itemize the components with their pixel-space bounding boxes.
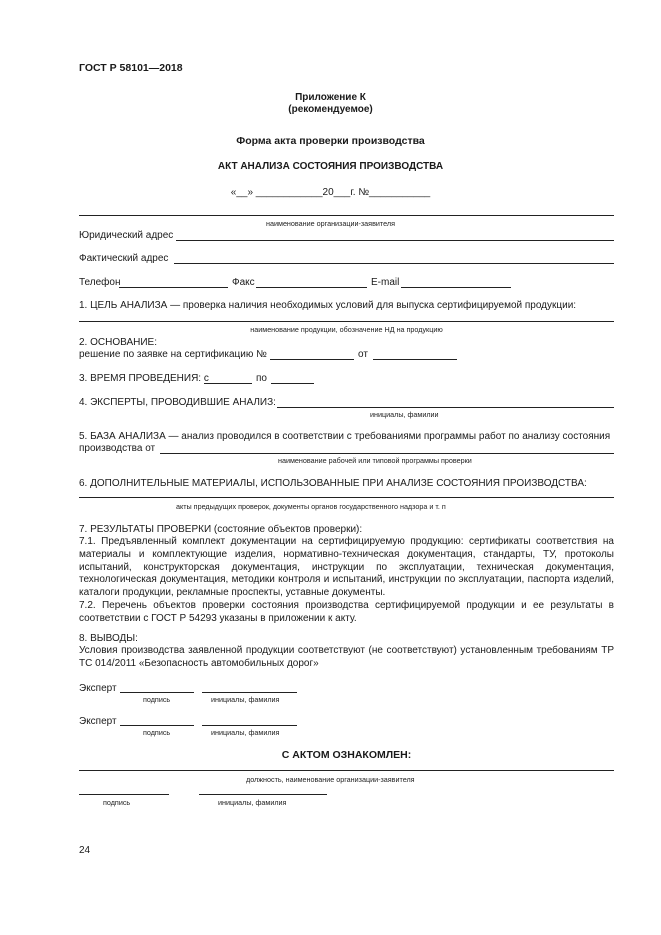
decision-date-line (373, 359, 457, 360)
time-to-label: по (256, 373, 267, 384)
fax-line (256, 287, 367, 288)
fax-label: Факс (232, 277, 255, 288)
expert-2-label: Эксперт (79, 716, 117, 727)
caption-program: наименование рабочей или типовой программы проверки (278, 456, 472, 465)
expert-1-name-line (202, 692, 297, 693)
position-line (79, 770, 614, 771)
appendix-subtitle: (рекомендуемое) (288, 104, 373, 115)
expert-1-signature-line (120, 692, 194, 693)
decision-number-line (270, 359, 354, 360)
section-5-base-line2: производства от (79, 443, 156, 454)
product-line (79, 321, 614, 322)
legal-address-label: Юридический адрес (79, 230, 174, 241)
phone-label: Телефон (79, 277, 121, 288)
org-name-line (79, 215, 614, 216)
section-6-materials: 6. ДОПОЛНИТЕЛЬНЫЕ МАТЕРИАЛЫ, ИСПОЛЬЗОВАННЫЕ ПРИ АНАЛИЗЕ СОСТОЯНИЯ ПРОИЗВОДСТВА: (79, 478, 587, 489)
section-5-base-line1: 5. БАЗА АНАЛИЗА — анализ проводился в соответствии с требованиями программы работ по анализу состояния (79, 431, 611, 442)
appendix-title: Приложение К (295, 92, 366, 103)
act-title: АКТ АНАЛИЗА СОСТОЯНИЯ ПРОИЗВОДСТВА (217, 161, 444, 172)
caption-acts: акты предыдущих проверок, документы органов государственного надзора и т. п (176, 502, 446, 511)
caption-initials-name-2: инициалы, фамилия (211, 728, 280, 737)
section-2-basis: 2. ОСНОВАНИЕ: (79, 337, 157, 348)
caption-org: наименование организации-заявителя (266, 219, 395, 228)
email-label: E-mail (371, 277, 400, 288)
caption-product: наименование продукции, обозначение НД на продукцию (250, 325, 443, 334)
email-line (401, 287, 511, 288)
expert-2-name-line (202, 725, 297, 726)
phone-line (119, 287, 228, 288)
form-title: Форма акта проверки производства (236, 135, 425, 147)
page-number: 24 (79, 845, 91, 856)
caption-signature-ack: подпись (103, 798, 131, 807)
program-line (160, 453, 614, 454)
section-7-1-paragraph: 7.1. Предъявленный комплект документации на сертифицируемую продукцию: сертификаты соответствия на материалы и комплектующие изделия, нормативно-техническая документация, стандарты, ТУ, протоколы испытаний, конструкторская документация, инструкции по эксплуатации, техническая документация, технологическая документация, методики контроля и испытаний, инструкции по эксплуатации, паспорта изделий, каталоги продукции, рекламные проспекты, уставные документы. (79, 536, 614, 599)
section-8-conclusions: 8. ВЫВОДЫ: (79, 633, 138, 644)
ack-title: С АКТОМ ОЗНАКОМЛЕН: (281, 749, 412, 761)
section-1-purpose: 1. ЦЕЛЬ АНАЛИЗА — проверка наличия необходимых условий для выпуска сертифицируемой продукции: (79, 300, 577, 311)
caption-signature-2: подпись (143, 728, 171, 737)
ack-name-line (199, 794, 327, 795)
section-7-results: 7. РЕЗУЛЬТАТЫ ПРОВЕРКИ (состояние объектов проверки): (79, 524, 363, 535)
section-4-experts: 4. ЭКСПЕРТЫ, ПРОВОДИВШИЕ АНАЛИЗ: (79, 397, 276, 408)
decision-label: решение по заявке на сертификацию № (79, 349, 267, 360)
caption-initials: инициалы, фамилии (370, 410, 439, 419)
decision-from-label: от (358, 349, 368, 360)
caption-initials-name-ack: инициалы, фамилия (218, 798, 287, 807)
section-3-time: 3. ВРЕМЯ ПРОВЕДЕНИЯ: с (79, 373, 209, 384)
experts-line (277, 407, 614, 408)
materials-line (79, 497, 614, 498)
section-8-paragraph: Условия производства заявленной продукции соответствуют (не соответствуют) установленным требованиям ТР ТС 014/2011 «Безопасность автомобильных дорог» (79, 645, 614, 669)
standard-header: ГОСТ Р 58101—2018 (79, 62, 183, 74)
actual-address-line (174, 263, 614, 264)
actual-address-label: Фактический адрес (79, 253, 169, 264)
legal-address-line (176, 240, 614, 241)
time-from-line (204, 383, 252, 384)
section-7-2-paragraph: 7.2. Перечень объектов проверки состояния производства сертифицируемой продукции и ее результаты в соответствии с ГОСТ Р 54293 указаны в приложении к акту. (79, 600, 614, 624)
ack-signature-line (79, 794, 169, 795)
caption-initials-name-1: инициалы, фамилия (211, 695, 280, 704)
expert-2-signature-line (120, 725, 194, 726)
caption-position: должность, наименование организации-заявителя (246, 775, 415, 784)
caption-signature-1: подпись (143, 695, 171, 704)
time-to-line (271, 383, 314, 384)
expert-1-label: Эксперт (79, 683, 117, 694)
date-number-line: «__» ____________20___г. №___________ (230, 187, 431, 198)
